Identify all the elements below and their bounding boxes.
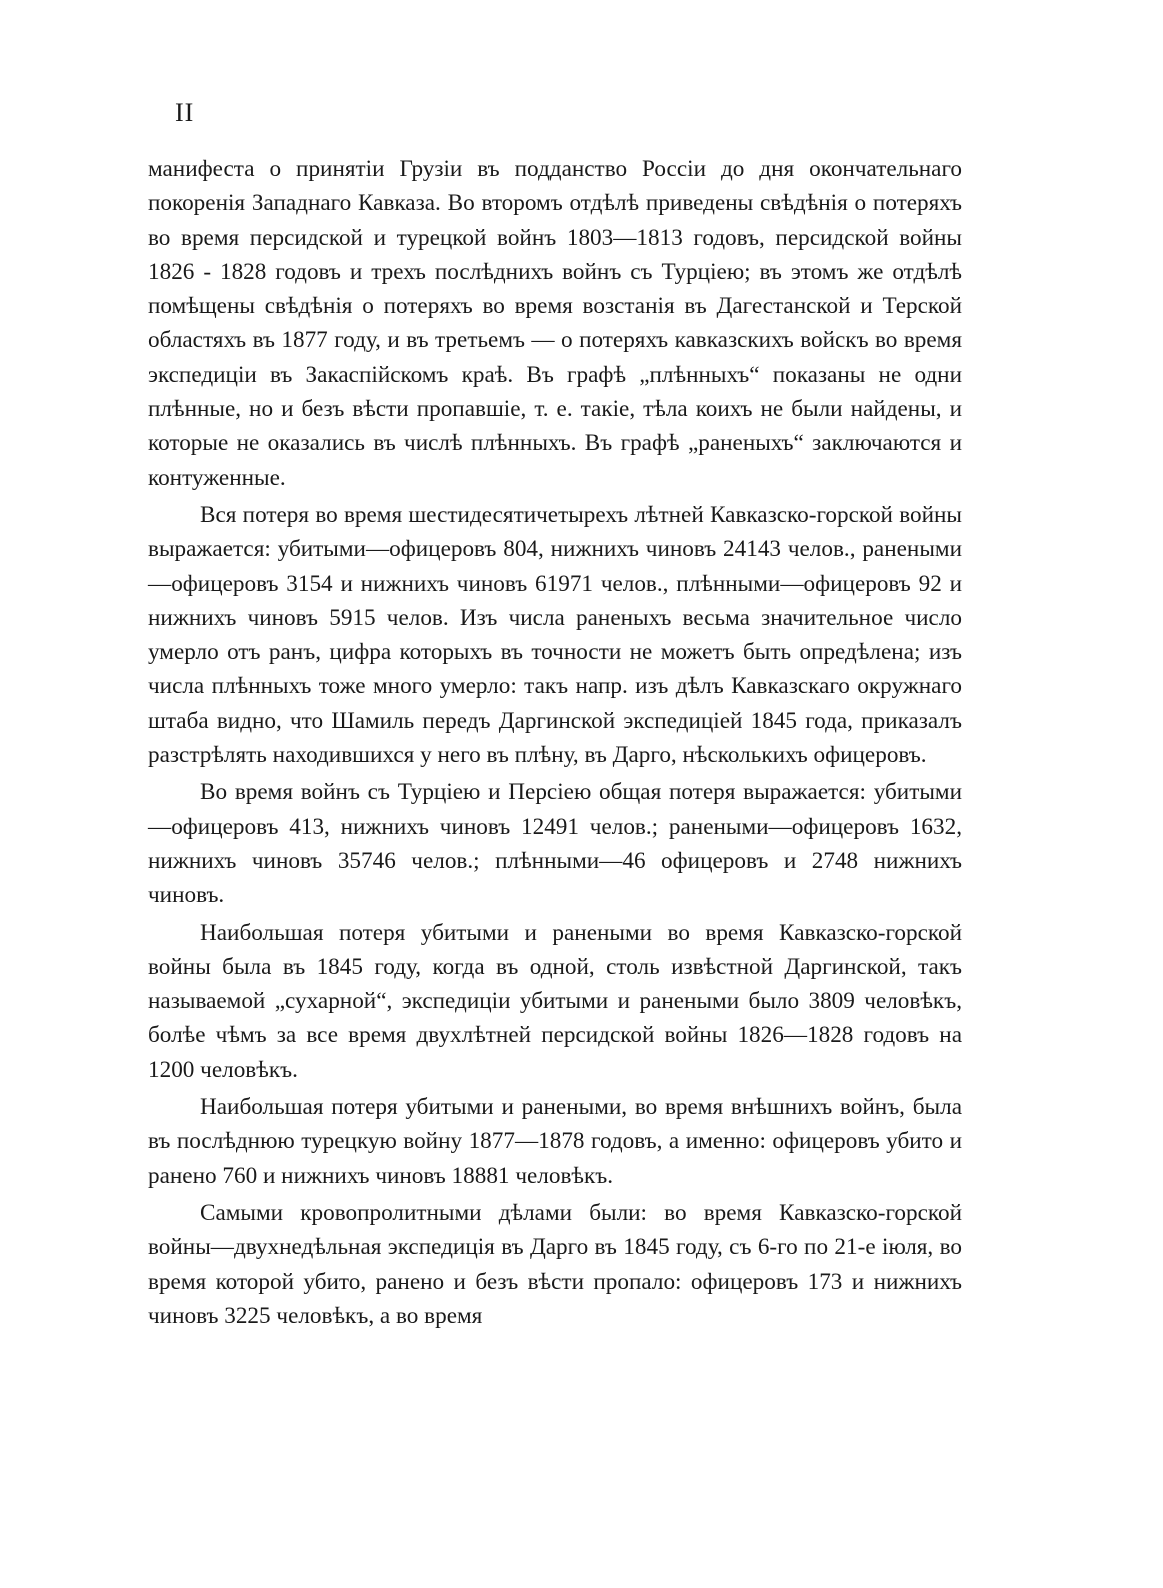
page-number: II [175, 98, 195, 127]
body-text [148, 152, 962, 1333]
paragraph-continuation: манифеста о принятіи Грузіи въ подданство Россіи до дня окончательнаго покоренія Западнаго Кавказа. Во второмъ отдѣлѣ приведены свѣдѣнія о потеряхъ во время персидской и турецкой войнъ 1803—1813 годовъ, персидской войны 1826 - 1828 годовъ и трехъ послѣднихъ войнъ съ Турціею; въ этомъ же отдѣлѣ помѣщены свѣдѣнія о потеряхъ во время возстанія въ Дагестанской и Терской областяхъ въ 1877 году, и въ третьемъ — о потеряхъ кавказскихъ войскъ во время экспедиціи въ Закаспійскомъ краѣ. Въ графѣ „плѣнныхъ“ показаны не одни плѣнные, но и безъ вѣсти пропавшіе, т. е. такіе, тѣла коихъ не были найдены, и которые не оказались въ числѣ плѣнныхъ. Въ графѣ „раненыхъ“ заключаются и контуженные. [148, 156, 962, 491]
paragraph-turkey-persia-losses: Во время войнъ съ Турціею и Персіею общая потеря выражается: убитыми—офицеровъ 413, нижнихъ чиновъ 12491 челов.; ранеными—офицеровъ 1632, нижнихъ чиновъ 35746 челов.; плѣнными—46 офицеровъ и 2748 нижнихъ чиновъ. [148, 779, 962, 909]
paragraph-total-losses: Вся потеря во время шестидесятичетырехъ лѣтней Кавказско-горской войны выражается: убитыми—офицеровъ 804, нижнихъ чиновъ 24143 челов., ранеными—офицеровъ 3154 и нижнихъ чиновъ 61971 челов., плѣнными—офицеровъ 92 и нижнихъ чиновъ 5915 челов. Изъ числа раненыхъ весьма значительное число умерло отъ ранъ, цифра которыхъ въ точности не можетъ быть опредѣлена; изъ числа плѣнныхъ тоже много умерло: такъ напр. изъ дѣлъ Кавказскаго окружнаго штаба видно, что Шамиль передъ Даргинской экспедиціей 1845 года, приказалъ разстрѣлять находившихся у него въ плѣну, въ Дарго, нѣсколькихъ офицеровъ. [148, 501, 962, 769]
paragraph-bloodiest-actions: Самыми кровопролитными дѣлами были: во время Кавказско-горской войны—двухнедѣльная экспедиція въ Дарго въ 1845 году, съ 6-го по 21-е іюля, во время которой убито, ранено и безъ вѣсти пропало: офицеровъ 173 и нижнихъ чиновъ 3225 человѣкъ, а во время [148, 1199, 962, 1329]
paragraph-largest-loss-external: Наибольшая потеря убитыми и ранеными, во время внѣшнихъ войнъ, была въ послѣднюю турецкую войну 1877—1878 годовъ, а именно: офицеровъ убито и ранено 760 и нижнихъ чиновъ 18881 человѣкъ. [148, 1094, 962, 1189]
paragraph-largest-loss-1845: Наибольшая потеря убитыми и ранеными во время Кавказско-горской войны была въ 1845 году, когда въ одной, столь извѣстной Даргинской, такъ называемой „сухарной“, экспедиціи убитыми и ранеными было 3809 человѣкъ, болѣе чѣмъ за все время двухлѣтней персидской войны 1826—1828 годовъ на 1200 человѣкъ. [148, 919, 962, 1083]
